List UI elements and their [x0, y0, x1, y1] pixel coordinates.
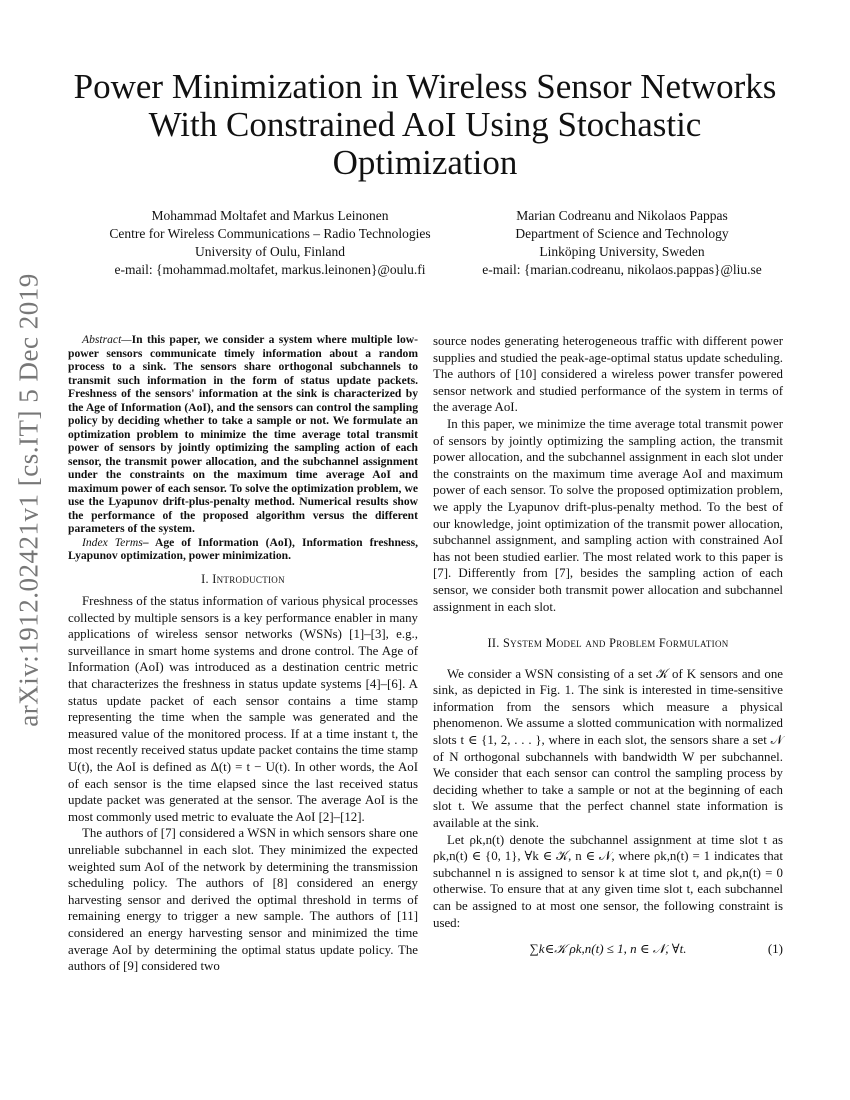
index-terms — [68, 536, 418, 563]
author-univ: Linköping University, Sweden — [539, 244, 705, 259]
paragraph: The authors of [7] considered a WSN in which sensors share one unreliable subchannel in each slot. They minimized the expected weighted sum AoI of the network by determining the transmission scheduling policy. The authors of [8] considered an energy harvesting sensor and derived the optimal threshold in terms of remaining energy to trigger a new sample. The authors of [11] considered an energy harvesting sensor and minimized the time average AoI by determining the optimal status update policy. The authors of [9] considered two — [68, 826, 418, 974]
paragraph: source nodes generating heterogeneous traffic with different power supplies and studied the peak-age-optimal status update scheduling. The authors of [10] considered a wireless power transfer powered sensor network and studied performance of the system in terms of the average AoI. — [433, 334, 783, 415]
index-terms-label: Index Terms — [82, 535, 143, 549]
author-names: Marian Codreanu and Nikolaos Pappas — [516, 208, 728, 223]
paragraph: We consider a WSN consisting of a set 𝒦 of K sensors and one sink, as depicted in Fig. 1. The sink is interested in time-sensitive information from the sensors which measure a physical phenomenon. We assume a slotted communication with normalized slots t ∈ {1, 2, . . . }, where in each slot, the sensors share a set 𝒩 of N orthogonal subchannels with bandwidth W per subchannel. We consider that each sensor can control the sampling process by deciding whether to take a sample or not at the beginning of each slot t. We assume that the perfect channel state information is available at the sink. — [433, 666, 783, 831]
paragraph: Let ρk,n(t) denote the subchannel assignment at time slot t as ρk,n(t) ∈ {0, 1}, ∀k ∈ 𝒦, n ∈ 𝒩, where ρk,n(t) = 1 indicates that subchannel n is assigned to sensor k at time slot t, and ρk,n(t) = 0 otherwise. To ensure that at any given time slot t, each subchannel can be assigned to at most one sensor, the following constraint is used: — [433, 832, 783, 930]
arxiv-stamp: arXiv:1912.02421v1 [cs.IT] 5 Dec 2019 — [13, 273, 44, 727]
paragraph: In this paper, we minimize the time average total transmit power of sensors by jointly optimizing the sampling action, the transmit power allocation, and the subchannel assignment in each slot under the constraints on the maximum time average AoI and maximum power of each sensor. To solve the proposed optimization problem, we apply the Lyapunov drift-plus-penalty method. To the best of our knowledge, joint optimization of the transmit power allocation, subchannel assignment, and sampling action with constrained AoI has not been studied earlier. The most related work to this paper is [7]. Differently from [7], besides the sampling action of each sensor, we consider both transmit power allocation and subchannel assignment in each slot. — [433, 416, 783, 614]
index-terms-text: – Age of Information (AoI), Information freshness, Lyapunov optimization, power minimization. — [68, 535, 418, 562]
paper-title: Power Minimization in Wireless Sensor Networks With Constrained AoI Using Stochastic Optimization — [73, 67, 777, 182]
section-heading-introduction: I. Introduction — [201, 571, 285, 586]
abstract-text: In this paper, we consider a system where multiple low-power sensors communicate timely information about a random process to a sink. The sensors share orthogonal subchannels to transmit such information in the form of status update packets. Freshness of the sensors' information at the sink is characterized by the Age of Information (AoI), and the sensors can control the sampling policy by deciding whether to take a sample or not. We formulate an optimization problem to minimize the time average total transmit power of sensors by jointly optimizing the sampling action of each sensor, the transmit power allocation, and the subchannel assignment under the constraints on the maximum time average AoI and maximum power of each sensor. To solve the optimization problem, we use the Lyapunov drift-plus-penalty method. Numerical results show the performance of the proposed algorithm versus the different parameters of the system. — [68, 333, 418, 535]
author-email: e-mail: {marian.codreanu, nikolaos.pappas}@liu.se — [482, 262, 762, 277]
author-dept: Centre for Wireless Communications – Radio Technologies — [109, 226, 431, 241]
section-heading-system-model: II. System Model and Problem Formulation — [487, 636, 729, 651]
equation-number: (1) — [767, 941, 783, 957]
abstract — [68, 333, 418, 536]
author-univ: University of Oulu, Finland — [195, 244, 345, 259]
author-names: Mohammad Moltafet and Markus Leinonen — [151, 208, 389, 223]
equation-1 — [433, 941, 783, 958]
author-block-2 — [452, 207, 792, 279]
author-block-1 — [80, 207, 460, 279]
abstract-label: Abstract— — [82, 333, 132, 346]
author-email: e-mail: {mohammad.moltafet, markus.leinonen}@oulu.fi — [114, 262, 426, 277]
right-column — [433, 333, 783, 958]
equation-body: ∑k∈𝒦 ρk,n(t) ≤ 1, n ∈ 𝒩, ∀t. — [529, 941, 687, 957]
paragraph: Freshness of the status information of various physical processes collected by multiple sensors is a key performance enabler in many applications of wireless sensor networks (WSNs) [1]–[3], e.g., surveillance in smart home systems and drone control. The Age of Information (AoI) was introduced as a destination centric metric that characterizes the freshness in status update systems [4]–[6]. A status update packet of each sensor contains a time stamp representing the time when the sample was generated and the measured value of the monitored process. If at a time instant t, the most recently received status update packet contains the time stamp U(t), the AoI is defined as Δ(t) = t − U(t). In other words, the AoI of each sensor is the time elapsed since the last received status update packet was generated at the sensor. The average AoI is the most commonly used metric to evaluate the AoI [2]–[12]. — [68, 594, 418, 824]
author-dept: Department of Science and Technology — [515, 226, 729, 241]
left-column — [68, 333, 418, 975]
